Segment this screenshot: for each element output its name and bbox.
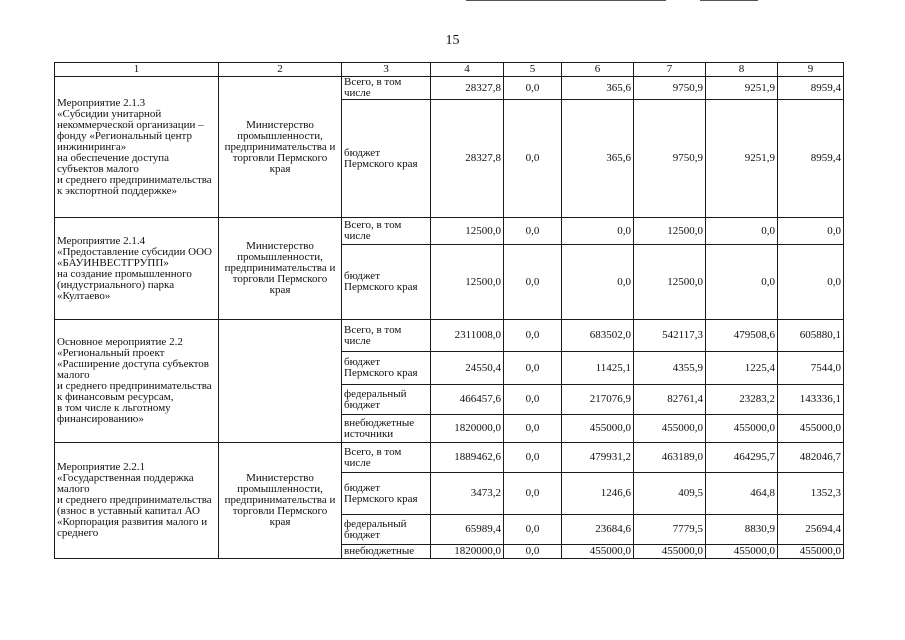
table-row xyxy=(55,218,844,245)
value-cell-col6: 479931,2 xyxy=(562,443,634,473)
value-cell-col9: 455000,0 xyxy=(778,545,844,559)
executor-cell: Министерство промышленности, предпринимательства и торговли Пермского края xyxy=(219,77,342,218)
funding-source-cell: бюджет Пермского края xyxy=(342,352,431,385)
value-cell-col6: 23684,6 xyxy=(562,515,634,545)
value-cell-col9: 143336,1 xyxy=(778,385,844,415)
table-row xyxy=(55,320,844,352)
value-cell-col4: 3473,2 xyxy=(431,473,504,515)
table-row xyxy=(55,77,844,100)
value-cell-col5: 0,0 xyxy=(504,473,562,515)
activity-name-cell: Основное мероприятие 2.2 «Региональный проект «Расширение доступа субъектов малого и среднего предпринимательства к финансовым ресурсам, в том числе к льготному финансированию» xyxy=(55,320,219,443)
top-rule-right xyxy=(700,0,758,1)
value-cell-col6: 11425,1 xyxy=(562,352,634,385)
value-cell-col6: 0,0 xyxy=(562,245,634,320)
activity-name-cell: Мероприятие 2.2.1 «Государственная поддержка малого и среднего предпринимательства (взнос в уставный капитал АО «Корпорация развития малого и среднего xyxy=(55,443,219,559)
funding-source-cell: федеральный бюджет xyxy=(342,385,431,415)
value-cell-col9: 1352,3 xyxy=(778,473,844,515)
value-cell-col5: 0,0 xyxy=(504,100,562,218)
page-number: 15 xyxy=(445,33,460,48)
table-body xyxy=(55,63,844,559)
header-cell: 4 xyxy=(431,63,504,77)
executor-cell: Министерство промышленности, предпринимательства и торговли Пермского края xyxy=(219,443,342,559)
value-cell-col7: 4355,9 xyxy=(634,352,706,385)
value-cell-col8: 9251,9 xyxy=(706,100,778,218)
activity-name-cell: Мероприятие 2.1.4 «Предоставление субсидии ООО «БАУИНВЕСТГРУПП» на создание промышленного (индустриального) парка «Култаево» xyxy=(55,218,219,320)
value-cell-col5: 0,0 xyxy=(504,515,562,545)
value-cell-col6: 683502,0 xyxy=(562,320,634,352)
value-cell-col7: 7779,5 xyxy=(634,515,706,545)
value-cell-col6: 455000,0 xyxy=(562,545,634,559)
value-cell-col6: 1246,6 xyxy=(562,473,634,515)
value-cell-col7: 12500,0 xyxy=(634,218,706,245)
value-cell-col5: 0,0 xyxy=(504,385,562,415)
value-cell-col8: 455000,0 xyxy=(706,545,778,559)
value-cell-col5: 0,0 xyxy=(504,245,562,320)
value-cell-col5: 0,0 xyxy=(504,545,562,559)
value-cell-col5: 0,0 xyxy=(504,218,562,245)
value-cell-col8: 0,0 xyxy=(706,245,778,320)
value-cell-col5: 0,0 xyxy=(504,352,562,385)
value-cell-col8: 455000,0 xyxy=(706,415,778,443)
header-row xyxy=(55,63,844,77)
value-cell-col6: 217076,9 xyxy=(562,385,634,415)
value-cell-col8: 0,0 xyxy=(706,218,778,245)
value-cell-col5: 0,0 xyxy=(504,443,562,473)
header-cell: 2 xyxy=(219,63,342,77)
value-cell-col9: 482046,7 xyxy=(778,443,844,473)
header-cell: 7 xyxy=(634,63,706,77)
value-cell-col9: 8959,4 xyxy=(778,100,844,218)
value-cell-col7: 9750,9 xyxy=(634,77,706,100)
value-cell-col9: 455000,0 xyxy=(778,415,844,443)
value-cell-col4: 12500,0 xyxy=(431,218,504,245)
top-rule-left xyxy=(466,0,666,1)
value-cell-col8: 9251,9 xyxy=(706,77,778,100)
value-cell-col7: 455000,0 xyxy=(634,545,706,559)
value-cell-col8: 479508,6 xyxy=(706,320,778,352)
funding-source-cell: Всего, в том числе xyxy=(342,443,431,473)
value-cell-col7: 455000,0 xyxy=(634,415,706,443)
value-cell-col7: 409,5 xyxy=(634,473,706,515)
value-cell-col9: 25694,4 xyxy=(778,515,844,545)
value-cell-col7: 82761,4 xyxy=(634,385,706,415)
value-cell-col7: 12500,0 xyxy=(634,245,706,320)
value-cell-col6: 365,6 xyxy=(562,100,634,218)
header-cell: 6 xyxy=(562,63,634,77)
value-cell-col4: 1889462,6 xyxy=(431,443,504,473)
value-cell-col8: 23283,2 xyxy=(706,385,778,415)
funding-source-cell: бюджет Пермского края xyxy=(342,245,431,320)
header-cell: 3 xyxy=(342,63,431,77)
value-cell-col4: 12500,0 xyxy=(431,245,504,320)
value-cell-col8: 464,8 xyxy=(706,473,778,515)
header-cell: 1 xyxy=(55,63,219,77)
header-cell: 8 xyxy=(706,63,778,77)
value-cell-col4: 2311008,0 xyxy=(431,320,504,352)
value-cell-col5: 0,0 xyxy=(504,415,562,443)
funding-source-cell: федеральный бюджет xyxy=(342,515,431,545)
value-cell-col4: 466457,6 xyxy=(431,385,504,415)
value-cell-col4: 65989,4 xyxy=(431,515,504,545)
value-cell-col9: 8959,4 xyxy=(778,77,844,100)
funding-source-cell: Всего, в том числе xyxy=(342,218,431,245)
table-row xyxy=(55,443,844,473)
value-cell-col7: 463189,0 xyxy=(634,443,706,473)
value-cell-col4: 1820000,0 xyxy=(431,415,504,443)
value-cell-col7: 542117,3 xyxy=(634,320,706,352)
executor-cell: Министерство промышленности, предпринимательства и торговли Пермского края xyxy=(219,218,342,320)
value-cell-col6: 455000,0 xyxy=(562,415,634,443)
header-cell: 5 xyxy=(504,63,562,77)
value-cell-col4: 28327,8 xyxy=(431,77,504,100)
funding-source-cell: Всего, в том числе xyxy=(342,77,431,100)
value-cell-col4: 1820000,0 xyxy=(431,545,504,559)
funding-source-cell: бюджет Пермского края xyxy=(342,473,431,515)
value-cell-col8: 1225,4 xyxy=(706,352,778,385)
value-cell-col9: 0,0 xyxy=(778,218,844,245)
value-cell-col9: 7544,0 xyxy=(778,352,844,385)
funding-source-cell: внебюджетные источники xyxy=(342,415,431,443)
value-cell-col8: 8830,9 xyxy=(706,515,778,545)
value-cell-col5: 0,0 xyxy=(504,77,562,100)
funding-source-cell: Всего, в том числе xyxy=(342,320,431,352)
value-cell-col6: 0,0 xyxy=(562,218,634,245)
value-cell-col6: 365,6 xyxy=(562,77,634,100)
budget-table xyxy=(54,62,844,559)
executor-cell xyxy=(219,320,342,443)
value-cell-col9: 0,0 xyxy=(778,245,844,320)
value-cell-col4: 28327,8 xyxy=(431,100,504,218)
activity-name-cell: Мероприятие 2.1.3 «Субсидии унитарной некоммерческой организации – фонду «Региональный центр инжиниринга» на обеспечение доступа субъектов малого и среднего предпринимательства к экспортной поддержке» xyxy=(55,77,219,218)
funding-source-cell: внебюджетные xyxy=(342,545,431,559)
value-cell-col4: 24550,4 xyxy=(431,352,504,385)
value-cell-col5: 0,0 xyxy=(504,320,562,352)
value-cell-col7: 9750,9 xyxy=(634,100,706,218)
funding-source-cell: бюджет Пермского края xyxy=(342,100,431,218)
value-cell-col9: 605880,1 xyxy=(778,320,844,352)
value-cell-col8: 464295,7 xyxy=(706,443,778,473)
header-cell: 9 xyxy=(778,63,844,77)
